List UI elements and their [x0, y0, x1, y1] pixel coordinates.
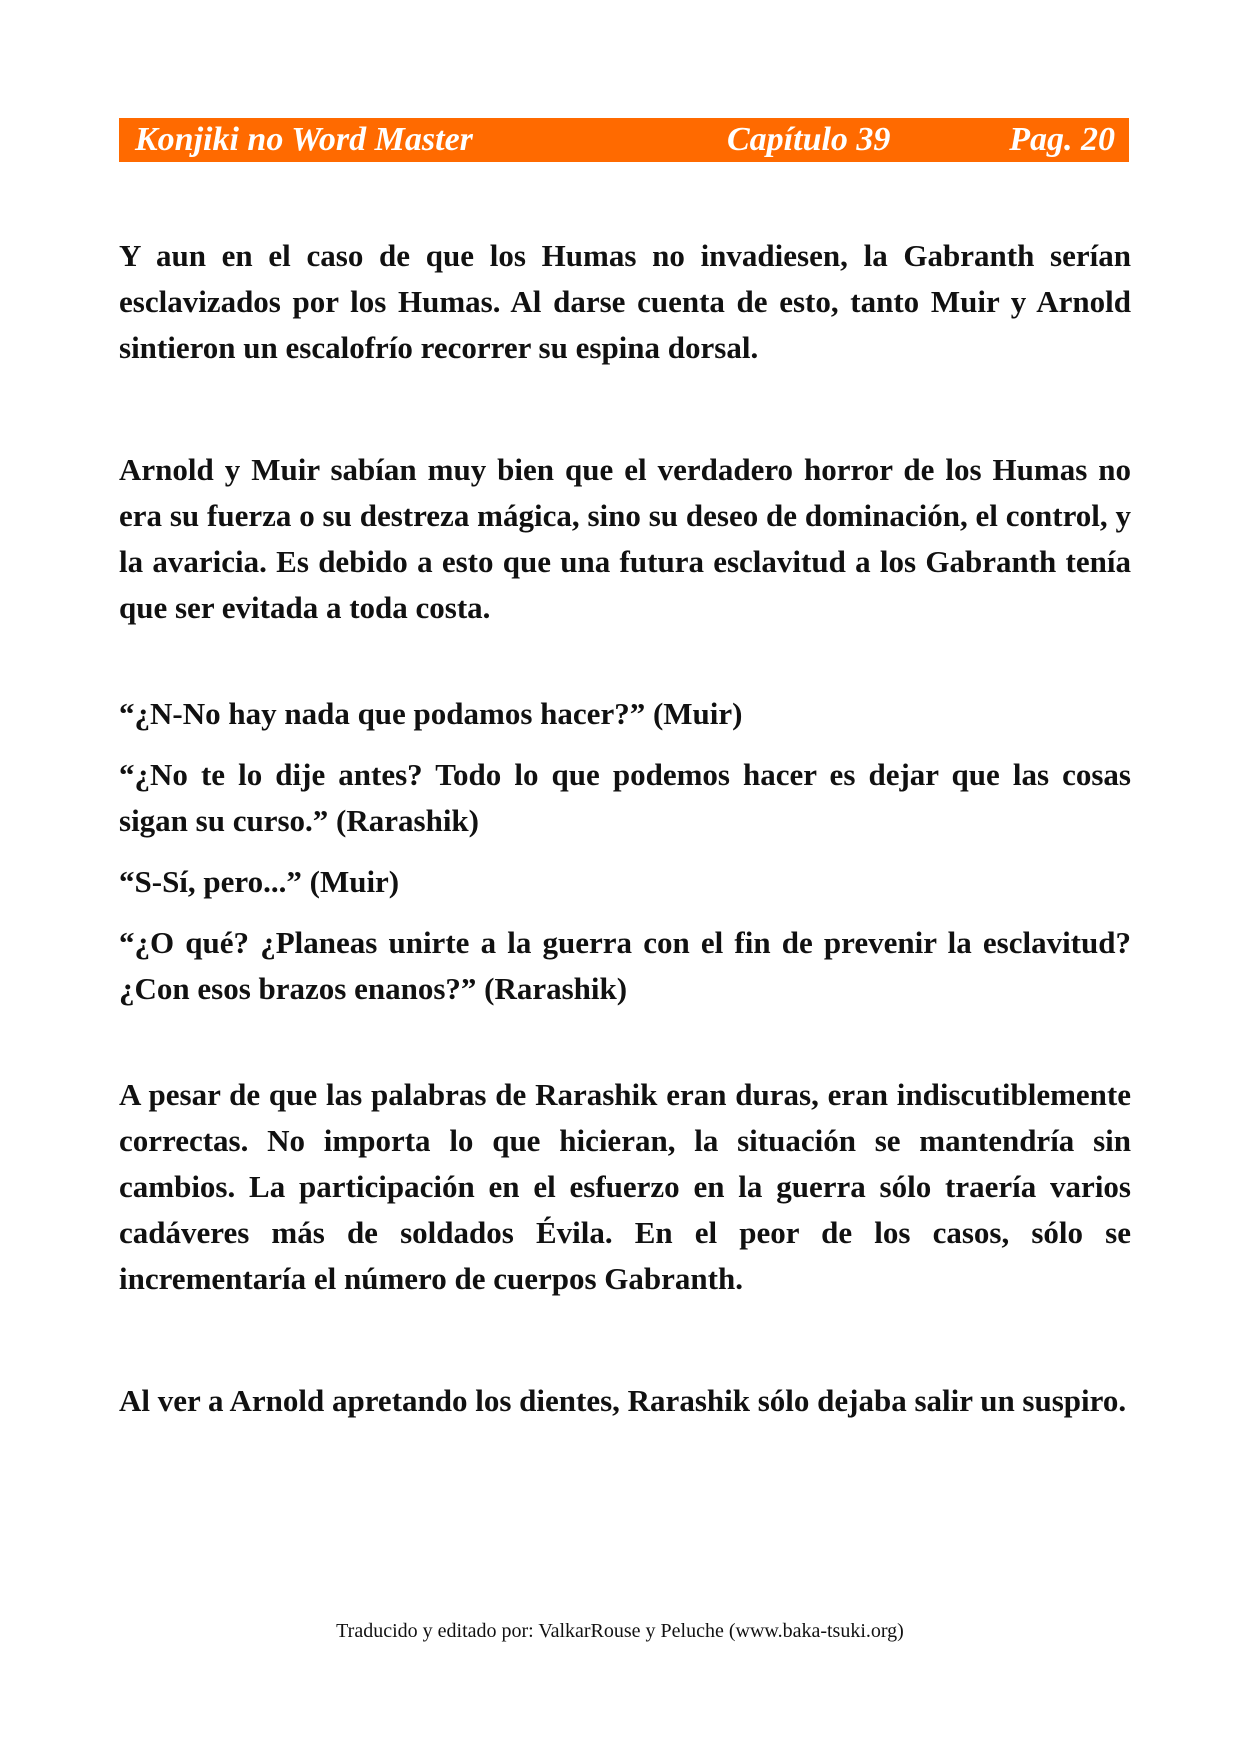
translation-credits: Traducido y editado por: ValkarRouse y Peluche (www.baka-tsuki.org) — [336, 1620, 904, 1642]
paragraph: A pesar de que las palabras de Rarashik eran duras, eran indiscutiblemente correctas. No importa lo que hicieran, la situación se mantendría sin cambios. La participación en el esfuerzo en la guerra sólo traería varios cadáveres más de soldados Évila. En el peor de los casos, sólo se incrementaría el número de cuerpos Gabranth. — [119, 1077, 1131, 1296]
page-header-bar — [119, 118, 1129, 162]
paragraph: Y aun en el caso de que los Humas no invadiesen, la Gabranth serían esclavizados por los Humas. Al darse cuenta de esto, tanto Muir y Arnold sintieron un escalofrío recorrer su espina dorsal. — [119, 238, 1131, 365]
dialogue-line: “¿N-No hay nada que podamos hacer?” (Muir) — [119, 696, 743, 731]
page-number: Pag. 20 — [1009, 121, 1115, 158]
dialogue-line: “¿O qué? ¿Planeas unirte a la guerra con el fin de prevenir la esclavitud? ¿Con esos brazos enanos?” (Rarashik) — [119, 925, 1131, 1006]
dialogue-line: “¿No te lo dije antes? Todo lo que podemos hacer es dejar que las cosas sigan su curso.” (Rarashik) — [119, 757, 1131, 838]
chapter-label: Capítulo 39 — [727, 121, 891, 158]
page-body — [119, 233, 1131, 1424]
paragraph: Arnold y Muir sabían muy bien que el verdadero horror de los Humas no era su fuerza o su destreza mágica, sino su deseo de dominación, el control, y la avaricia. Es debido a esto que una futura esclavitud a los Gabranth tenía que ser evitada a toda costa. — [119, 452, 1131, 625]
book-title: Konjiki no Word Master — [135, 121, 473, 158]
paragraph: Al ver a Arnold apretando los dientes, Rarashik sólo dejaba salir un suspiro. — [119, 1383, 1127, 1418]
dialogue-line: “S-Sí, pero...” (Muir) — [119, 864, 400, 899]
